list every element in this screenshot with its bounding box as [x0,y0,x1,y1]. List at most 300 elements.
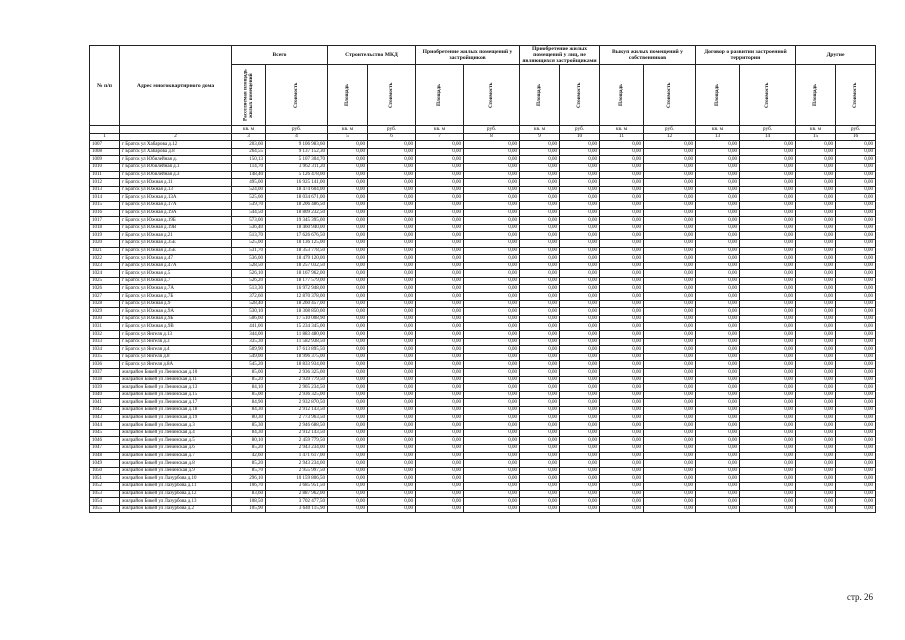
row-zero-area: 0,00 [328,255,368,263]
row-total-cost: 2 773 963,50 [266,414,328,422]
row-zero-area: 0,00 [696,186,740,194]
row-zero-cost: 0,00 [560,338,600,346]
row-zero-cost: 0,00 [560,376,600,384]
row-zero-cost: 0,00 [644,369,696,377]
row-zero-cost: 0,00 [836,376,876,384]
row-zero-cost: 0,00 [836,498,876,506]
row-zero-area: 0,00 [796,179,836,187]
row-zero-cost: 0,00 [560,505,600,513]
row-zero-cost: 0,00 [560,406,600,414]
row-id: 1045 [90,429,120,437]
resettlement-table [89,45,876,513]
row-zero-cost: 0,00 [740,186,796,194]
row-zero-area: 0,00 [328,224,368,232]
row-address: г Братск ул Южная д.17А [120,201,232,209]
table-row [90,148,876,156]
row-zero-area: 0,00 [796,315,836,323]
row-zero-cost: 0,00 [644,262,696,270]
row-zero-area: 0,00 [796,361,836,369]
table-row [90,346,876,354]
row-zero-cost: 0,00 [560,232,600,240]
row-zero-area: 0,00 [520,270,560,278]
row-zero-area: 0,00 [520,308,560,316]
row-address: г Братск ул Юбилейная д.3 [120,171,232,179]
row-id: 1052 [90,482,120,490]
row-zero-cost: 0,00 [560,422,600,430]
row-zero-area: 0,00 [600,475,644,483]
row-zero-area: 0,00 [328,270,368,278]
row-zero-cost: 0,00 [368,232,416,240]
row-zero-cost: 0,00 [644,505,696,513]
row-zero-cost: 0,00 [644,361,696,369]
row-zero-area: 0,00 [520,482,560,490]
unit-cell: кв. м [696,126,740,134]
row-zero-cost: 0,00 [644,232,696,240]
row-zero-cost: 0,00 [560,156,600,164]
table-row [90,270,876,278]
row-zero-cost: 0,00 [560,460,600,468]
unit-cell [90,126,120,134]
row-zero-cost: 0,00 [368,209,416,217]
table-row [90,452,876,460]
column-number: 13 [696,133,740,141]
column-number: 6 [368,133,416,141]
table-row [90,475,876,483]
row-zero-cost: 0,00 [560,141,600,149]
row-zero-cost: 0,00 [740,277,796,285]
row-zero-area: 0,00 [328,194,368,202]
column-number: 11 [600,133,644,141]
row-total-cost: 2 943 234,00 [266,460,328,468]
row-zero-cost: 0,00 [560,308,600,316]
row-area: 526,10 [232,270,266,278]
row-zero-area: 0,00 [696,270,740,278]
row-zero-cost: 0,00 [740,505,796,513]
row-zero-area: 0,00 [600,141,644,149]
unit-cell: кв. м [796,126,836,134]
row-zero-area: 0,00 [416,201,464,209]
row-zero-area: 0,00 [328,293,368,301]
row-total-cost: 19 345 395,00 [266,217,328,225]
row-zero-area: 0,00 [600,277,644,285]
row-zero-area: 0,00 [796,353,836,361]
table-row [90,194,876,202]
row-zero-area: 0,00 [796,376,836,384]
row-zero-cost: 0,00 [560,475,600,483]
row-zero-area: 0,00 [520,353,560,361]
row-address: г Братск ул Янгеля д.3 [120,338,232,346]
table-row [90,422,876,430]
row-address: г Братск ул Юбилейная д. [120,156,232,164]
row-zero-area: 0,00 [600,270,644,278]
row-area: 536,40 [232,224,266,232]
column-number: 15 [796,133,836,141]
row-zero-cost: 0,00 [560,194,600,202]
row-zero-cost: 0,00 [464,262,520,270]
row-zero-cost: 0,00 [560,255,600,263]
row-zero-cost: 0,00 [836,444,876,452]
row-zero-area: 0,00 [416,285,464,293]
row-zero-area: 0,00 [416,255,464,263]
header-purchase-non-dev-area: Площадь [520,65,560,126]
row-zero-cost: 0,00 [644,467,696,475]
row-zero-cost: 0,00 [740,490,796,498]
row-zero-cost: 0,00 [368,247,416,255]
row-id: 1044 [90,422,120,430]
row-zero-area: 0,00 [796,384,836,392]
row-zero-area: 0,00 [600,179,644,187]
row-zero-cost: 0,00 [464,384,520,392]
row-zero-cost: 0,00 [560,209,600,217]
row-zero-cost: 0,00 [560,239,600,247]
row-zero-cost: 0,00 [464,156,520,164]
table-row [90,156,876,164]
table-row [90,490,876,498]
row-zero-area: 0,00 [600,255,644,263]
row-total-cost: 3 962 311,20 [266,163,328,171]
row-total-cost: 18 177 579,00 [266,277,328,285]
row-zero-cost: 0,00 [464,414,520,422]
row-zero-area: 0,00 [696,338,740,346]
row-zero-cost: 0,00 [368,338,416,346]
row-zero-cost: 0,00 [464,323,520,331]
row-zero-cost: 0,00 [740,467,796,475]
row-total-cost: 18 460 940,00 [266,224,328,232]
row-zero-area: 0,00 [416,482,464,490]
row-address: г Братск ул Южная д.19Б [120,217,232,225]
row-zero-area: 0,00 [416,369,464,377]
row-zero-area: 0,00 [520,171,560,179]
table-row [90,482,876,490]
row-zero-cost: 0,00 [464,369,520,377]
row-zero-area: 0,00 [328,406,368,414]
row-area: 148,40 [232,171,266,179]
row-zero-area: 0,00 [520,277,560,285]
table-row [90,247,876,255]
row-zero-cost: 0,00 [368,293,416,301]
header-mkd-area: Площадь [328,65,368,126]
row-zero-area: 0,00 [696,239,740,247]
row-total-cost: 2 955 997,50 [266,467,328,475]
row-zero-cost: 0,00 [560,323,600,331]
row-id: 1028 [90,300,120,308]
row-total-cost: 18 260 457,00 [266,300,328,308]
row-zero-area: 0,00 [696,315,740,323]
row-zero-cost: 0,00 [836,452,876,460]
row-zero-cost: 0,00 [836,300,876,308]
row-zero-area: 0,00 [416,300,464,308]
row-zero-cost: 0,00 [560,437,600,445]
row-zero-cost: 0,00 [836,270,876,278]
row-zero-cost: 0,00 [464,277,520,285]
row-total-cost: 18 353 778,50 [266,247,328,255]
row-id: 1029 [90,308,120,316]
row-zero-area: 0,00 [520,300,560,308]
row-zero-area: 0,00 [520,505,560,513]
row-zero-area: 0,00 [416,148,464,156]
row-zero-area: 0,00 [600,399,644,407]
unit-cell: руб. [740,126,796,134]
row-zero-cost: 0,00 [740,460,796,468]
row-zero-area: 0,00 [328,163,368,171]
row-zero-cost: 0,00 [740,247,796,255]
row-zero-area: 0,00 [416,209,464,217]
row-area: 264,55 [232,148,266,156]
row-address: жилрайон Бикей ул Ленинская д.10 [120,369,232,377]
row-zero-area: 0,00 [416,414,464,422]
row-zero-area: 0,00 [328,353,368,361]
row-id: 1021 [90,247,120,255]
row-zero-cost: 0,00 [740,141,796,149]
row-zero-cost: 0,00 [644,338,696,346]
row-total-cost: 3 702 477,50 [266,498,328,506]
header-purchase-non-dev-cost: Стоимость [560,65,600,126]
row-address: г Братск ул Южная д.9В [120,323,232,331]
row-zero-cost: 0,00 [464,148,520,156]
row-zero-area: 0,00 [796,141,836,149]
row-zero-area: 0,00 [796,156,836,164]
row-total-cost: 18 833 934,00 [266,361,328,369]
header-dev-agreement-cost: Стоимость [740,65,796,126]
header-dev-agreement: Договор о развитии застроенной территории [696,46,796,65]
table-row [90,414,876,422]
row-zero-cost: 0,00 [560,315,600,323]
row-zero-area: 0,00 [520,232,560,240]
row-zero-area: 0,00 [328,179,368,187]
row-zero-cost: 0,00 [836,148,876,156]
row-zero-area: 0,00 [600,437,644,445]
row-zero-area: 0,00 [416,239,464,247]
row-zero-cost: 0,00 [644,201,696,209]
row-zero-cost: 0,00 [368,414,416,422]
row-zero-area: 0,00 [696,399,740,407]
row-zero-cost: 0,00 [740,201,796,209]
row-zero-cost: 0,00 [740,209,796,217]
row-zero-cost: 0,00 [740,452,796,460]
row-zero-cost: 0,00 [740,293,796,301]
row-zero-area: 0,00 [416,422,464,430]
table-row [90,285,876,293]
row-total-cost: 18 809 232,50 [266,209,328,217]
row-zero-area: 0,00 [796,482,836,490]
row-zero-area: 0,00 [696,323,740,331]
row-zero-cost: 0,00 [740,232,796,240]
table-row [90,201,876,209]
row-zero-cost: 0,00 [560,171,600,179]
row-zero-cost: 0,00 [464,429,520,437]
row-zero-cost: 0,00 [560,498,600,506]
row-zero-cost: 0,00 [836,163,876,171]
row-area: 85,20 [232,376,266,384]
row-zero-cost: 0,00 [464,171,520,179]
row-zero-area: 0,00 [600,163,644,171]
unit-cell: кв. м [232,126,266,134]
row-zero-area: 0,00 [328,482,368,490]
row-zero-cost: 0,00 [740,361,796,369]
row-zero-cost: 0,00 [836,475,876,483]
row-zero-area: 0,00 [328,384,368,392]
row-zero-area: 0,00 [416,331,464,339]
row-zero-area: 0,00 [796,224,836,232]
row-zero-cost: 0,00 [836,315,876,323]
row-zero-cost: 0,00 [368,239,416,247]
row-zero-area: 0,00 [520,163,560,171]
row-id: 1050 [90,467,120,475]
row-zero-area: 0,00 [416,156,464,164]
column-number: 9 [520,133,560,141]
row-zero-cost: 0,00 [368,308,416,316]
table-row [90,277,876,285]
row-zero-cost: 0,00 [368,346,416,354]
row-zero-cost: 0,00 [464,300,520,308]
row-zero-cost: 0,00 [644,209,696,217]
row-id: 1049 [90,460,120,468]
row-zero-area: 0,00 [520,475,560,483]
row-total-cost: 17 613 895,50 [266,346,328,354]
row-zero-cost: 0,00 [560,346,600,354]
row-area: 528,50 [232,262,266,270]
row-zero-cost: 0,00 [740,338,796,346]
row-address: г Братск ул Южная д.7Б [120,293,232,301]
header-dev-agreement-area: Площадь [696,65,740,126]
row-zero-cost: 0,00 [368,353,416,361]
row-zero-area: 0,00 [520,285,560,293]
row-zero-area: 0,00 [328,239,368,247]
row-zero-cost: 0,00 [368,361,416,369]
row-zero-cost: 0,00 [560,300,600,308]
row-zero-cost: 0,00 [836,369,876,377]
table-row [90,255,876,263]
row-total-cost: 16 925 141,00 [266,179,328,187]
row-zero-cost: 0,00 [836,262,876,270]
row-zero-area: 0,00 [600,361,644,369]
row-id: 1046 [90,437,120,445]
row-area: 513,70 [232,232,266,240]
row-id: 1033 [90,338,120,346]
row-zero-cost: 0,00 [644,444,696,452]
row-zero-cost: 0,00 [644,384,696,392]
header-mkd: Строительство МКД [328,46,416,65]
row-id: 1026 [90,285,120,293]
row-zero-cost: 0,00 [644,141,696,149]
row-zero-cost: 0,00 [644,422,696,430]
unit-cell: руб. [464,126,520,134]
row-address: жилрайон Бикей ул Лазурбова д.12 [120,490,232,498]
row-zero-area: 0,00 [796,270,836,278]
row-total-cost: 17 626 676,50 [266,232,328,240]
row-zero-area: 0,00 [328,498,368,506]
row-zero-cost: 0,00 [560,201,600,209]
row-zero-area: 0,00 [796,460,836,468]
row-zero-cost: 0,00 [740,262,796,270]
row-area: 84,30 [232,429,266,437]
row-zero-area: 0,00 [416,277,464,285]
row-area: 296,10 [232,475,266,483]
row-area: 573,00 [232,217,266,225]
row-zero-cost: 0,00 [464,217,520,225]
row-total-cost: 2 912 143,50 [266,406,328,414]
row-id: 1053 [90,490,120,498]
row-zero-area: 0,00 [696,255,740,263]
row-zero-area: 0,00 [416,346,464,354]
row-zero-cost: 0,00 [368,156,416,164]
row-id: 1048 [90,452,120,460]
row-address: жилрайон Бикей ул Ленинская д.4 [120,429,232,437]
row-zero-area: 0,00 [416,315,464,323]
row-zero-area: 0,00 [796,498,836,506]
row-zero-cost: 0,00 [464,285,520,293]
header-total-cost: Стоимость [266,65,328,126]
row-zero-area: 0,00 [416,186,464,194]
row-address: жилрайон Бикей ул Ленинская д.17 [120,399,232,407]
row-area: 524,00 [232,186,266,194]
row-zero-area: 0,00 [416,437,464,445]
row-id: 1042 [90,406,120,414]
row-zero-cost: 0,00 [644,323,696,331]
row-id: 1015 [90,201,120,209]
row-total-cost: 18 167 962,00 [266,270,328,278]
row-id: 1025 [90,277,120,285]
row-zero-area: 0,00 [520,460,560,468]
header-row-groups [90,46,876,65]
row-zero-cost: 0,00 [740,376,796,384]
row-zero-cost: 0,00 [560,163,600,171]
row-zero-cost: 0,00 [560,490,600,498]
row-zero-area: 0,00 [696,444,740,452]
row-zero-cost: 0,00 [464,361,520,369]
row-zero-cost: 0,00 [464,331,520,339]
row-zero-area: 0,00 [696,384,740,392]
row-address: г Братск ул Южная д.13 [120,186,232,194]
row-total-cost: 2 932 870,50 [266,399,328,407]
row-zero-area: 0,00 [696,232,740,240]
row-zero-cost: 0,00 [464,482,520,490]
row-total-cost: 2 946 688,50 [266,422,328,430]
row-zero-cost: 0,00 [368,224,416,232]
header-purchase-non-dev: Приобретение жилых помещений у лиц, не являющихся застройщиками [520,46,600,65]
row-zero-cost: 0,00 [464,338,520,346]
row-zero-cost: 0,00 [836,224,876,232]
row-zero-area: 0,00 [696,194,740,202]
row-id: 1018 [90,224,120,232]
row-zero-cost: 0,00 [836,331,876,339]
row-id: 1027 [90,293,120,301]
row-zero-cost: 0,00 [368,437,416,445]
row-zero-area: 0,00 [416,467,464,475]
row-zero-area: 0,00 [520,437,560,445]
row-zero-cost: 0,00 [560,429,600,437]
row-zero-cost: 0,00 [740,437,796,445]
row-zero-cost: 0,00 [836,141,876,149]
row-address: г Братск ул Южная д.9 [120,300,232,308]
row-zero-area: 0,00 [696,376,740,384]
row-zero-cost: 0,00 [644,217,696,225]
row-zero-cost: 0,00 [644,156,696,164]
row-zero-area: 0,00 [696,452,740,460]
row-zero-cost: 0,00 [740,300,796,308]
row-id: 1022 [90,255,120,263]
row-zero-cost: 0,00 [464,437,520,445]
row-zero-cost: 0,00 [836,201,876,209]
row-zero-cost: 0,00 [368,163,416,171]
row-zero-area: 0,00 [696,369,740,377]
row-area: 441,00 [232,323,266,331]
row-zero-area: 0,00 [696,331,740,339]
row-zero-cost: 0,00 [644,270,696,278]
row-zero-cost: 0,00 [560,285,600,293]
table-row [90,323,876,331]
row-zero-cost: 0,00 [464,399,520,407]
